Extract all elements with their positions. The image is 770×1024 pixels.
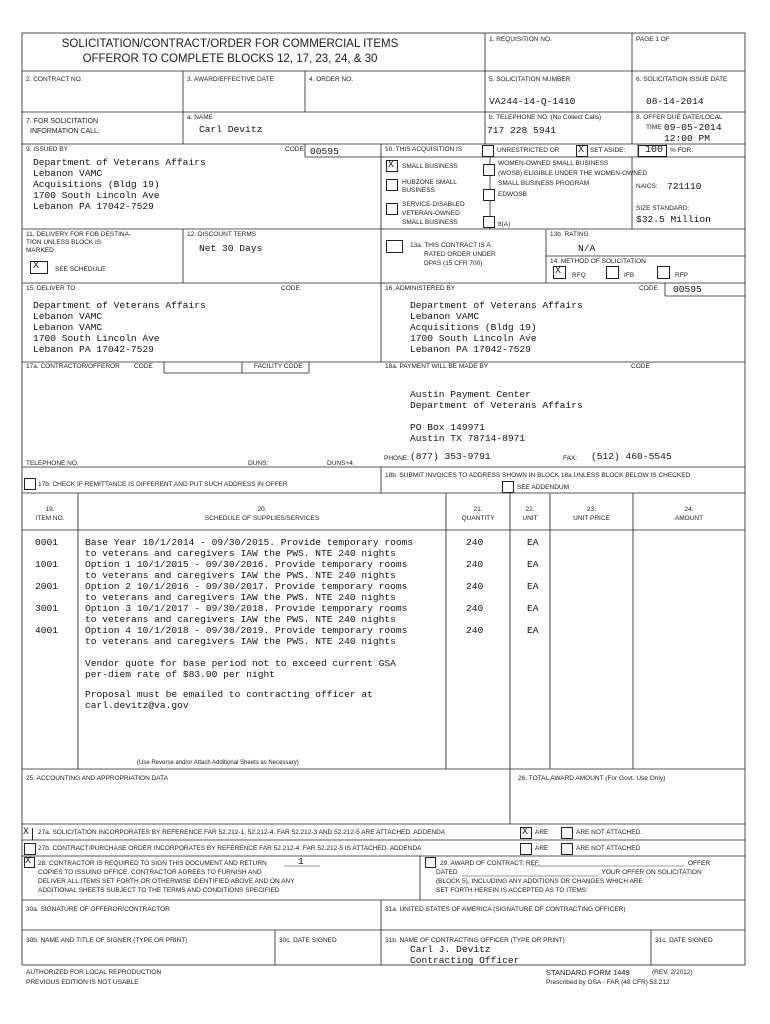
payment-phone[interactable]: (877) 353-9791 (410, 451, 491, 462)
solicitation-date-label: 6. SOLICITATION ISSUE DATE (636, 76, 728, 83)
rfq-checkbox[interactable] (553, 266, 566, 279)
payment-address-line4: PO Box 149971 (410, 422, 485, 433)
size-standard-label: SIZE STANDARD: (636, 205, 690, 212)
payment-address-line5: Austin TX 78714-8971 (410, 433, 526, 444)
amount-header-num: 24. (684, 506, 694, 513)
naics-label: NAICS: (636, 183, 658, 190)
delivery-fob-label-line3: MARKED (26, 247, 54, 254)
issued-by-code[interactable]: 00595 (310, 146, 339, 157)
29-text-line2: . YOUR OFFER ON SOLICITATION (598, 869, 702, 876)
payment-by-label: 18a. PAYMENT WILL BE MADE BY (385, 363, 489, 370)
sdvosb-label-line1: SERVICE-DISABLED (402, 201, 465, 208)
contractor-code-label: CODE (134, 363, 153, 370)
order-no-label: 4. ORDER NO. (309, 76, 354, 83)
footer-previous-edition: PREVIOUS EDITION IS NOT USABLE (26, 979, 139, 986)
29-text-line3: (BLOCK 5), INCLUDING ANY ADDITIONS OR CHANGES WHICH ARE (436, 878, 643, 885)
wosb-label-line3: SMALL BUSINESS PROGRAM (498, 180, 590, 187)
payment-fax[interactable]: (512) 460-5545 (591, 451, 672, 462)
delivery-fob-label-line2: TION UNLESS BLOCK IS (26, 239, 102, 246)
sdvosb-label-line3: SMALL BUSINESS (402, 219, 458, 226)
8a-checkbox[interactable] (483, 216, 495, 228)
info-label-line2: INFORMATION CALL: (30, 128, 100, 135)
27b-are-checkbox[interactable] (520, 843, 532, 855)
set-aside-check-mark: X (578, 145, 585, 156)
27a-are-label: ARE (535, 829, 549, 836)
27a-are-checkbox[interactable] (520, 827, 532, 839)
28-text-line1: 28. CONTRACTOR IS REQUIRED TO SIGN THIS DOCUMENT AND RETURN (38, 860, 267, 867)
contact-phone[interactable]: 717 228 5941 (487, 125, 557, 136)
29-text-line1: 29. AWARD OF CONTRACT: REF. (440, 860, 540, 867)
29-checkbox[interactable] (425, 857, 436, 868)
contracting-officer-label: 31b. NAME OF CONTRACTING OFFICER (TYPE OR PRINT) (385, 937, 565, 944)
ifb-label: IFB (624, 272, 635, 279)
deliver-to-address-line4: 1700 South Lincoln Ave (33, 333, 160, 344)
27a-are-not-label: ARE NOT ATTACHED. (576, 829, 643, 836)
administered-by-address-line2: Lebanon VAMC (410, 311, 480, 322)
contractor-label: 17a. CONTRACTOR/OFFEROR (26, 363, 120, 370)
item-quantity: 240 (466, 537, 484, 548)
issued-by-address-line2: Lebanon VAMC (33, 168, 103, 179)
27b-are-not-label: ARE NOT ATTACHED (576, 845, 641, 852)
duns-label: DUNS: (248, 460, 269, 467)
item-description-line1: Base Year 10/1/2014 - 09/30/2015. Provide temporary rooms (85, 537, 414, 548)
footer-form-name: STANDARD FORM 1449 (546, 968, 630, 977)
offeror-signature-label: 30a. SIGNATURE OF OFFEROR/CONTRACTOR (26, 906, 170, 913)
footer-revision: (REV. 2/2012) (652, 969, 693, 976)
item-description-line1: Option 3 10/1/2017 - 09/30/2018. Provide temporary rooms (85, 603, 408, 614)
see-addendum-checkbox[interactable] (502, 481, 514, 493)
offer-due-label: 8. OFFER DUE DATE/LOCAL (636, 114, 723, 121)
28-text-line2: COPIES TO ISSUING OFFICE. CONTRACTOR AGREES TO FURNISH AND (38, 869, 262, 876)
item-description-line2: to veterans and caregivers IAW the PWS. NTE 240 nights (85, 614, 396, 625)
27b-text: 27b. CONTRACT/PURCHASE ORDER INCORPORATES BY REFERENCE FAR 52.212-4. FAR 52.212-5 IS ATTACHED. ADDENDA (38, 845, 422, 852)
rfp-label: RFP (675, 272, 688, 279)
method-label: 14. METHOD OF SOLICITATION (550, 258, 646, 265)
item-number: 3001 (35, 603, 59, 614)
27b-are-not-checkbox[interactable] (561, 843, 573, 855)
sdvosb-label-line2: VETERAN-OWNED (402, 210, 460, 217)
rating-value[interactable]: N/A (578, 243, 596, 254)
footer-authorized: AUTHORIZED FOR LOCAL REPRODUCTION (26, 969, 162, 976)
contractor-telephone-label: TELEPHONE NO. (26, 460, 79, 467)
small-business-checkbox[interactable] (386, 160, 398, 172)
issued-by-address-line1: Department of Veterans Affairs (33, 157, 206, 168)
27a-text: 27a. SOLICITATION INCORPORATES BY REFERENCE FAR 52.212-1, 52.212-4. FAR 52.212-3 AND 52.212-5 ARE ATTACHED. ADDENDA (38, 829, 446, 836)
payment-address-line2: Department of Veterans Affairs (410, 400, 583, 411)
discount-terms-label: 12. DISCOUNT TERMS (187, 231, 257, 238)
item-number: 4001 (35, 625, 59, 636)
offer-due-date[interactable]: 09-05-2014 (664, 122, 722, 133)
payment-phone-label: PHONE: (384, 455, 409, 462)
8a-label: 8(A) (498, 221, 511, 228)
28-check-mark: X (25, 856, 32, 867)
rfq-label: RFQ (572, 272, 586, 279)
item-description-line1: Option 1 10/1/2015 - 09/30/2016. Provide temporary rooms (85, 559, 408, 570)
rated-order-label-line1: 13a. THIS CONTRACT IS A (410, 242, 491, 249)
usa-signature-label: 31a. UNITED STATES OF AMERICA (SIGNATURE OF CONTRACTING OFFICER) (385, 906, 626, 913)
remittance-label: 17b. CHECK IF REMITTANCE IS DIFFERENT AND PUT SUCH ADDRESS IN OFFER (38, 481, 288, 488)
offeror-date-signed-label: 30c. DATE SIGNED (279, 937, 337, 944)
edwosb-checkbox[interactable] (483, 189, 495, 201)
item-unit: EA (527, 537, 539, 548)
naics-code[interactable]: 721110 (667, 181, 702, 192)
unrestricted-checkbox[interactable] (482, 145, 494, 157)
item-number: 1001 (35, 559, 59, 570)
27a-are-not-checkbox[interactable] (561, 827, 573, 839)
29-dated-label: DATED (436, 869, 458, 876)
remittance-checkbox[interactable] (24, 478, 36, 490)
requisition-label: 1. REQUISITION NO. (489, 36, 552, 43)
discount-terms[interactable]: Net 30 Days (199, 243, 263, 254)
solicitation-number-label: 5. SOLICITATION NUMBER (489, 76, 571, 83)
wosb-label-line2: (WOSB) ELIGIBLE UNDER THE WOMEN-OWNED (498, 170, 648, 177)
issued-by-address-line3: Acquisitions (Bldg 19) (33, 179, 160, 190)
27b-are-label: ARE (535, 845, 549, 852)
edwosb-label: EDWOSB (498, 191, 527, 198)
wosb-label-line1: WOMEN-OWNED SMALL BUSINESS (498, 160, 609, 167)
28-text-line3: DELIVER ALL ITEMS SET FORTH OR OTHERWISE IDENTIFIED ABOVE AND ON ANY (38, 878, 295, 885)
deliver-to-address-line3: Lebanon VAMC (33, 322, 103, 333)
delivery-fob-label-line1: 11. DELIVERY FOR FOB DESTINA- (26, 231, 132, 238)
deliver-to-code-label: CODE (281, 285, 300, 292)
rating-label: 13b. RATING (550, 231, 589, 238)
administered-by-label: 16. ADMINISTERED BY (385, 285, 456, 292)
schedule-note-line4: Proposal must be emailed to contracting officer at (85, 689, 373, 700)
payment-code-label: CODE (631, 363, 650, 370)
unit-header-num: 22. (525, 506, 535, 513)
duns4-label: DUNS+4: (327, 460, 355, 467)
facility-code-label: FACILITY CODE (254, 363, 303, 370)
percent-for-label: % FOR: (670, 147, 694, 154)
item-description-line2: to veterans and caregivers IAW the PWS. NTE 240 nights (85, 592, 396, 603)
item-unit: EA (527, 603, 539, 614)
rated-order-label-line2: RATED ORDER UNDER (424, 251, 496, 258)
unrestricted-label: UNRESTRICTED OR (497, 147, 560, 154)
ifb-checkbox[interactable] (606, 266, 619, 279)
item-description-line2: to veterans and caregivers IAW the PWS. NTE 240 nights (85, 548, 396, 559)
administered-by-code[interactable]: 00595 (673, 284, 702, 295)
schedule-note-email[interactable]: carl.devitz@va.gov (85, 700, 189, 711)
item-description-line1: Option 2 10/1/2016 - 09/30/2017. Provide temporary rooms (85, 581, 408, 592)
size-standard[interactable]: $32.5 Million (636, 214, 711, 225)
solicitation-number[interactable]: VA244-14-Q-1410 (489, 96, 576, 107)
contact-name-label: a. NAME (187, 114, 214, 121)
issued-by-address-line5: Lebanon PA 17042-7529 (33, 201, 154, 212)
telephone-label: b. TELEPHONE NO. (No Collect Calls) (489, 114, 602, 121)
contract-no-label: 2. CONTRACT NO. (26, 76, 83, 83)
issued-by-label: 9. ISSUED BY (26, 146, 68, 153)
page-label: PAGE 1 OF (636, 36, 670, 43)
27a-checkbox[interactable] (32, 828, 33, 840)
28-text-line4: ADDITIONAL SHEETS SUBJECT TO THE TERMS AND CONDITIONS SPECIFIED (38, 887, 280, 894)
reverse-sheets-note: (Use Reverse and/or Attach Additional Sheets as Necessary) (137, 760, 299, 766)
unit-price-header-num: 23. (586, 506, 597, 513)
item-unit: EA (527, 581, 539, 592)
quantity-header-num: 21. (473, 506, 483, 513)
contracting-officer-name[interactable]: Carl J. Devitz (410, 944, 491, 955)
submit-invoices-label: 18b. SUBMIT INVOICES TO ADDRESS SHOWN IN BLOCK 18a UNLESS BLOCK BELOW IS CHECKED (385, 472, 691, 479)
award-date-label: 3. AWARD/EFFECTIVE DATE (187, 76, 274, 83)
schedule-header: SCHEDULE OF SUPPLIES/SERVICES (204, 515, 320, 522)
set-aside-label: SET ASIDE: (590, 147, 626, 154)
item-quantity: 240 (466, 581, 484, 592)
sdvosb-checkbox[interactable] (386, 203, 398, 215)
form-title-line1: SOLICITATION/CONTRACT/ORDER FOR COMMERCIAL ITEMS (61, 38, 399, 50)
contracting-officer-title[interactable]: Contracting Officer (410, 955, 520, 966)
officer-date-signed-label: 31c. DATE SIGNED (655, 937, 713, 944)
28-checkbox[interactable] (24, 857, 35, 868)
see-schedule-check-mark: X (33, 261, 40, 272)
small-business-label: SMALL BUSINESS (402, 163, 458, 170)
deliver-to-address-line5: Lebanon PA 17042-7529 (33, 344, 154, 355)
item-description-line2: to veterans and caregivers IAW the PWS. NTE 240 nights (85, 636, 396, 647)
unit-header: UNIT (522, 515, 538, 522)
hubzone-label-line1: HUBZONE SMALL (402, 179, 457, 186)
hubzone-checkbox[interactable] (386, 179, 398, 191)
form-title-line2: OFFEROR TO COMPLETE BLOCKS 12, 17, 23, 24, & 30 (82, 53, 378, 65)
set-aside-percent: 100 (645, 145, 664, 156)
schedule-note-line1: Vendor quote for base period not to exceed current GSA (85, 658, 396, 669)
item-number: 2001 (35, 581, 59, 592)
item-quantity: 240 (466, 603, 484, 614)
item-no-header-num: 19. (45, 506, 55, 513)
item-description-line1: Option 4 10/1/2018 - 09/30/2019. Provide temporary rooms (85, 625, 408, 636)
wosb-checkbox[interactable] (483, 164, 495, 176)
issued-by-code-label: CODE (285, 146, 304, 153)
schedule-header-num: 20. (257, 506, 267, 513)
issued-by-address-line4: 1700 South Lincoln Ave (33, 190, 160, 201)
item-no-header: ITEM NO. (35, 515, 65, 522)
solicitation-date[interactable]: 08-14-2014 (646, 96, 704, 107)
payment-fax-label: FAX: (563, 455, 578, 462)
small-business-check-mark: X (388, 160, 395, 171)
administered-by-address-line1: Department of Veterans Affairs (410, 300, 583, 311)
schedule-note-line2: per-diem rate of $83.00 per night (85, 669, 275, 680)
see-schedule-label: SEE SCHEDULE (55, 266, 106, 273)
27a-check-mark: X (23, 827, 30, 838)
unit-price-header: UNIT PRICE (573, 515, 610, 522)
footer-prescribed: Prescribed by GSA - FAR (48 CFR) 53.212 (546, 979, 670, 986)
offer-due-time[interactable]: 12:00 PM (664, 133, 711, 144)
administered-by-address-line5: Lebanon PA 17042-7529 (410, 344, 531, 355)
rfq-check-mark: X (555, 266, 562, 277)
see-schedule-checkbox[interactable] (30, 261, 48, 274)
item-number: 0001 (35, 537, 59, 548)
28-copies[interactable]: 1 (298, 856, 304, 867)
29-offer-label: OFFER (688, 860, 711, 867)
offer-due-time-label: TIME (646, 124, 662, 131)
rfp-checkbox[interactable] (657, 266, 670, 279)
item-unit: EA (527, 625, 539, 636)
item-description-line2: to veterans and caregivers IAW the PWS. NTE 240 nights (85, 570, 396, 581)
administered-by-address-line4: 1700 South Lincoln Ave (410, 333, 537, 344)
contact-name[interactable]: Carl Devitz (199, 124, 263, 135)
27a-are-check-mark: X (522, 827, 529, 838)
29-text-line4: SET FORTH HEREIN IS ACCEPTED AS TO ITEMS: (436, 887, 588, 894)
accounting-data-label: 25. ACCOUNTING AND APPROPRIATION DATA (26, 775, 168, 782)
administered-by-address-line3: Acquisitions (Bldg 19) (410, 322, 537, 333)
deliver-to-address-line2: Lebanon VAMC (33, 311, 103, 322)
info-label-line1: 7. FOR SOLICITATION (26, 118, 99, 125)
deliver-to-address-line1: Department of Veterans Affairs (33, 300, 206, 311)
quantity-header: QUANTITY (461, 515, 495, 522)
signer-name-label: 30b. NAME AND TITLE OF SIGNER (TYPE OR PRINT) (26, 937, 188, 944)
payment-address-line1: Austin Payment Center (410, 389, 531, 400)
amount-header: AMOUNT (674, 515, 704, 522)
deliver-to-label: 15. DELIVER TO (26, 285, 76, 292)
total-award-label: 26. TOTAL AWARD AMOUNT (For Govt. Use Only) (518, 775, 666, 782)
27b-checkbox[interactable] (24, 843, 36, 855)
item-unit: EA (527, 559, 539, 570)
hubzone-label-line2: BUSINESS (402, 187, 435, 194)
item-quantity: 240 (466, 625, 484, 636)
set-aside-percent-field[interactable] (638, 145, 667, 157)
administered-by-code-label: CODE (639, 285, 658, 292)
rated-order-label-line3: DPAS (15 CFR 700) (424, 260, 483, 267)
set-aside-checkbox[interactable] (576, 145, 588, 157)
rated-order-checkbox[interactable] (386, 240, 403, 253)
acquisition-label: 10. THIS ACQUISITION IS (385, 146, 463, 153)
see-addendum-label: SEE ADDENDUM (517, 484, 570, 491)
item-quantity: 240 (466, 559, 484, 570)
